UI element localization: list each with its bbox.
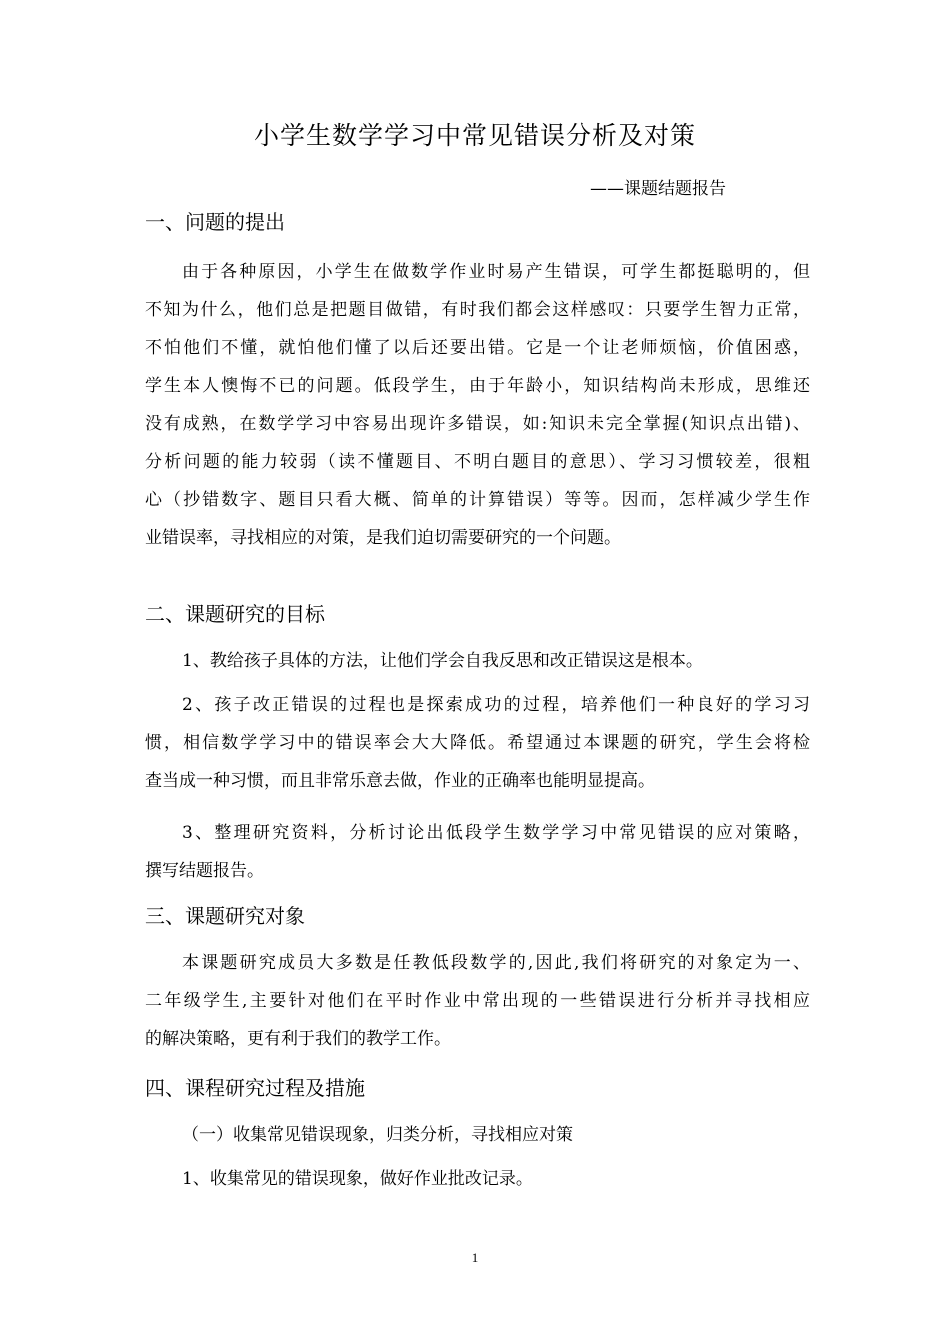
- text-line: （一）收集常见错误现象，归类分析，寻找相应对策: [182, 1125, 573, 1145]
- text-line: 业错误率，寻找相应的对策，是我们迫切需要研究的一个问题。: [145, 528, 621, 548]
- text-line: 学生本人懊悔不已的问题。低段学生，由于年龄小，知识结构尚未形成，思维还: [145, 376, 810, 396]
- text-line: 本课题研究成员大多数是任教低段数学的,因此,我们将研究的对象定为一、: [182, 953, 810, 973]
- document-title: 小学生数学学习中常见错误分析及对策: [253, 121, 696, 150]
- section-1-paragraph: [145, 253, 810, 557]
- text-line: 没有成熟，在数学学习中容易出现许多错误，如:知识未完全掌握(知识点出错)、: [145, 414, 810, 434]
- section-2-item-3: [145, 814, 810, 890]
- text-line: 1、收集常见的错误现象，做好作业批改记录。: [182, 1169, 533, 1189]
- page-number: 1: [471, 1250, 479, 1265]
- text-line: 惯，相信数学学习中的错误率会大大降低。希望通过本课题的研究，学生会将检: [145, 733, 810, 753]
- text-line: 的解决策略，更有利于我们的教学工作。: [145, 1029, 451, 1049]
- text-line: 二年级学生,主要针对他们在平时作业中常出现的一些错误进行分析并寻找相应: [145, 991, 810, 1011]
- text-line: 分析问题的能力较弱（读不懂题目、不明白题目的意思）、学习习惯较差，很粗: [145, 452, 810, 472]
- text-line: 1、教给孩子具体的方法，让他们学会自我反思和改正错误这是根本。: [182, 651, 703, 671]
- section-heading-1: 一、问题的提出: [145, 210, 285, 234]
- text-line: 撰写结题报告。: [145, 861, 264, 881]
- text-line: 由于各种原因，小学生在做数学作业时易产生错误，可学生都挺聪明的，但: [182, 262, 810, 282]
- section-2-item-2: [145, 686, 810, 800]
- text-line: 不怕他们不懂，就怕他们懂了以后还要出错。它是一个让老师烦恼，价值困惑，: [145, 338, 810, 358]
- section-4-subheading: [145, 1116, 810, 1154]
- section-4-item-1: [145, 1160, 810, 1198]
- text-line: 查当成一种习惯，而且非常乐意去做，作业的正确率也能明显提高。: [145, 771, 655, 791]
- text-line: 心（抄错数字、题目只看大概、简单的计算错误）等等。因而，怎样减少学生作: [145, 490, 810, 510]
- text-line: 2、孩子改正错误的过程也是探索成功的过程，培养他们一种良好的学习习: [182, 695, 810, 715]
- section-heading-2: 二、课题研究的目标: [145, 602, 325, 626]
- section-heading-4: 四、课程研究过程及措施: [145, 1076, 365, 1100]
- document-subtitle: ——课题结题报告: [590, 179, 726, 199]
- section-3-paragraph: [145, 944, 810, 1058]
- section-2-item-1: [145, 642, 810, 680]
- text-line: 不知为什么，他们总是把题目做错，有时我们都会这样感叹：只要学生智力正常，: [145, 300, 810, 320]
- text-line: 3、整理研究资料，分析讨论出低段学生数学学习中常见错误的应对策略，: [182, 823, 810, 843]
- section-heading-3: 三、课题研究对象: [145, 904, 305, 928]
